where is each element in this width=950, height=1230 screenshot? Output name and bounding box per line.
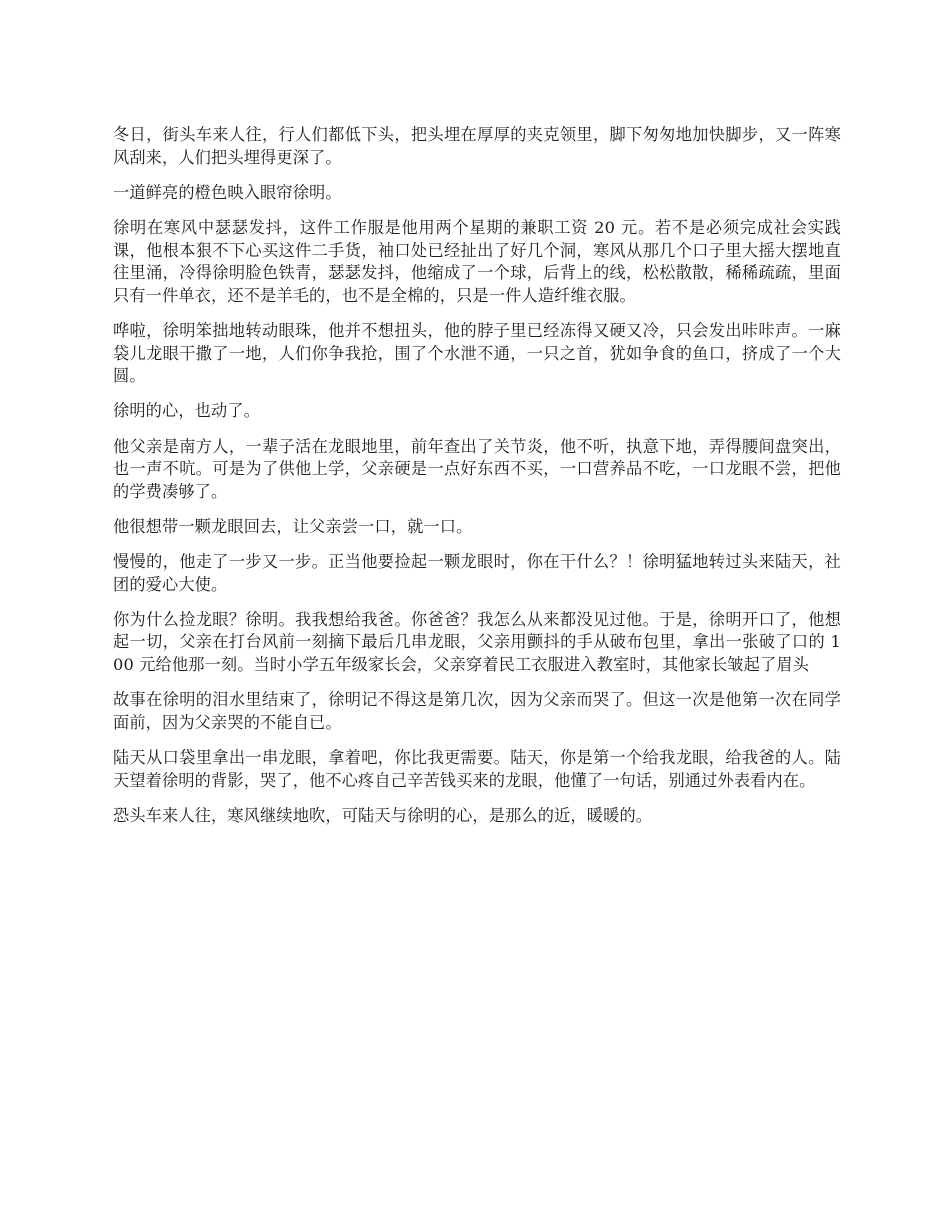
paragraph: 哗啦，徐明笨拙地转动眼珠，他并不想扭头，他的脖子里已经冻得又硬又冷，只会发出咔咔声。一麻袋儿龙眼干撒了一地，人们你争我抢，围了个水泄不通，一只之首，犹如争食的鱼口，挤成了一个大圆。 (113, 320, 841, 386)
paragraph: 你为什么捡龙眼？徐明。我我想给我爸。你爸爸？我怎么从来都没见过他。于是，徐明开口了，他想起一切，父亲在打台风前一刻摘下最后几串龙眼，父亲用颤抖的手从破布包里，拿出一张破了口的 100 元给他那一刻。当时小学五年级家长会，父亲穿着民工衣服进入教室时，其他家长皱起了眉头 (113, 609, 841, 675)
paragraph: 徐明在寒风中瑟瑟发抖，这件工作服是他用两个星期的兼职工资 20 元。若不是必须完成社会实践课，他根本狠不下心买这件二手货，袖口处已经扯出了好几个洞，寒风从那几个口子里大摇大摆地直往里涌，冷得徐明脸色铁青，瑟瑟发抖，他缩成了一个球，后背上的线，松松散散，稀稀疏疏，里面只有一件单衣，还不是羊毛的，也不是全棉的，只是一件人造纤维衣服。 (113, 217, 841, 305)
paragraph: 慢慢的，他走了一步又一步。正当他要捡起一颗龙眼时，你在干什么？！徐明猛地转过头来陆天，社团的爱心大使。 (113, 552, 841, 594)
paragraph: 故事在徐明的泪水里结束了，徐明记不得这是第几次，因为父亲而哭了。但这一次是他第一次在同学面前，因为父亲哭的不能自已。 (113, 690, 841, 732)
paragraph: 陆天从口袋里拿出一串龙眼，拿着吧，你比我更需要。陆天，你是第一个给我龙眼，给我爸的人。陆天望着徐明的背影，哭了，他不心疼自己辛苦钱买来的龙眼，他懂了一句话，别通过外表看内在。 (113, 748, 841, 790)
paragraph: 他父亲是南方人，一辈子活在龙眼地里，前年查出了关节炎，他不听，执意下地，弄得腰间盘突出，也一声不吭。可是为了供他上学，父亲硬是一点好东西不买，一口营养品不吃，一口龙眼不尝，把他的学费凑够了。 (113, 436, 841, 501)
paragraph: 冬日，街头车来人往，行人们都低下头，把头埋在厚厚的夹克领里，脚下匆匆地加快脚步，又一阵寒风刮来，人们把头埋得更深了。 (113, 125, 841, 167)
paragraph: 徐明的心，也动了。 (113, 401, 261, 421)
paragraph: 恐头车来人往，寒风继续地吹，可陆天与徐明的心，是那么的近，暖暖的。 (113, 805, 653, 825)
document-body (113, 124, 841, 840)
paragraph: 一道鲜亮的橙色映入眼帘徐明。 (113, 182, 342, 202)
paragraph: 他很想带一颗龙眼回去，让父亲尝一口，就一口。 (113, 516, 473, 536)
